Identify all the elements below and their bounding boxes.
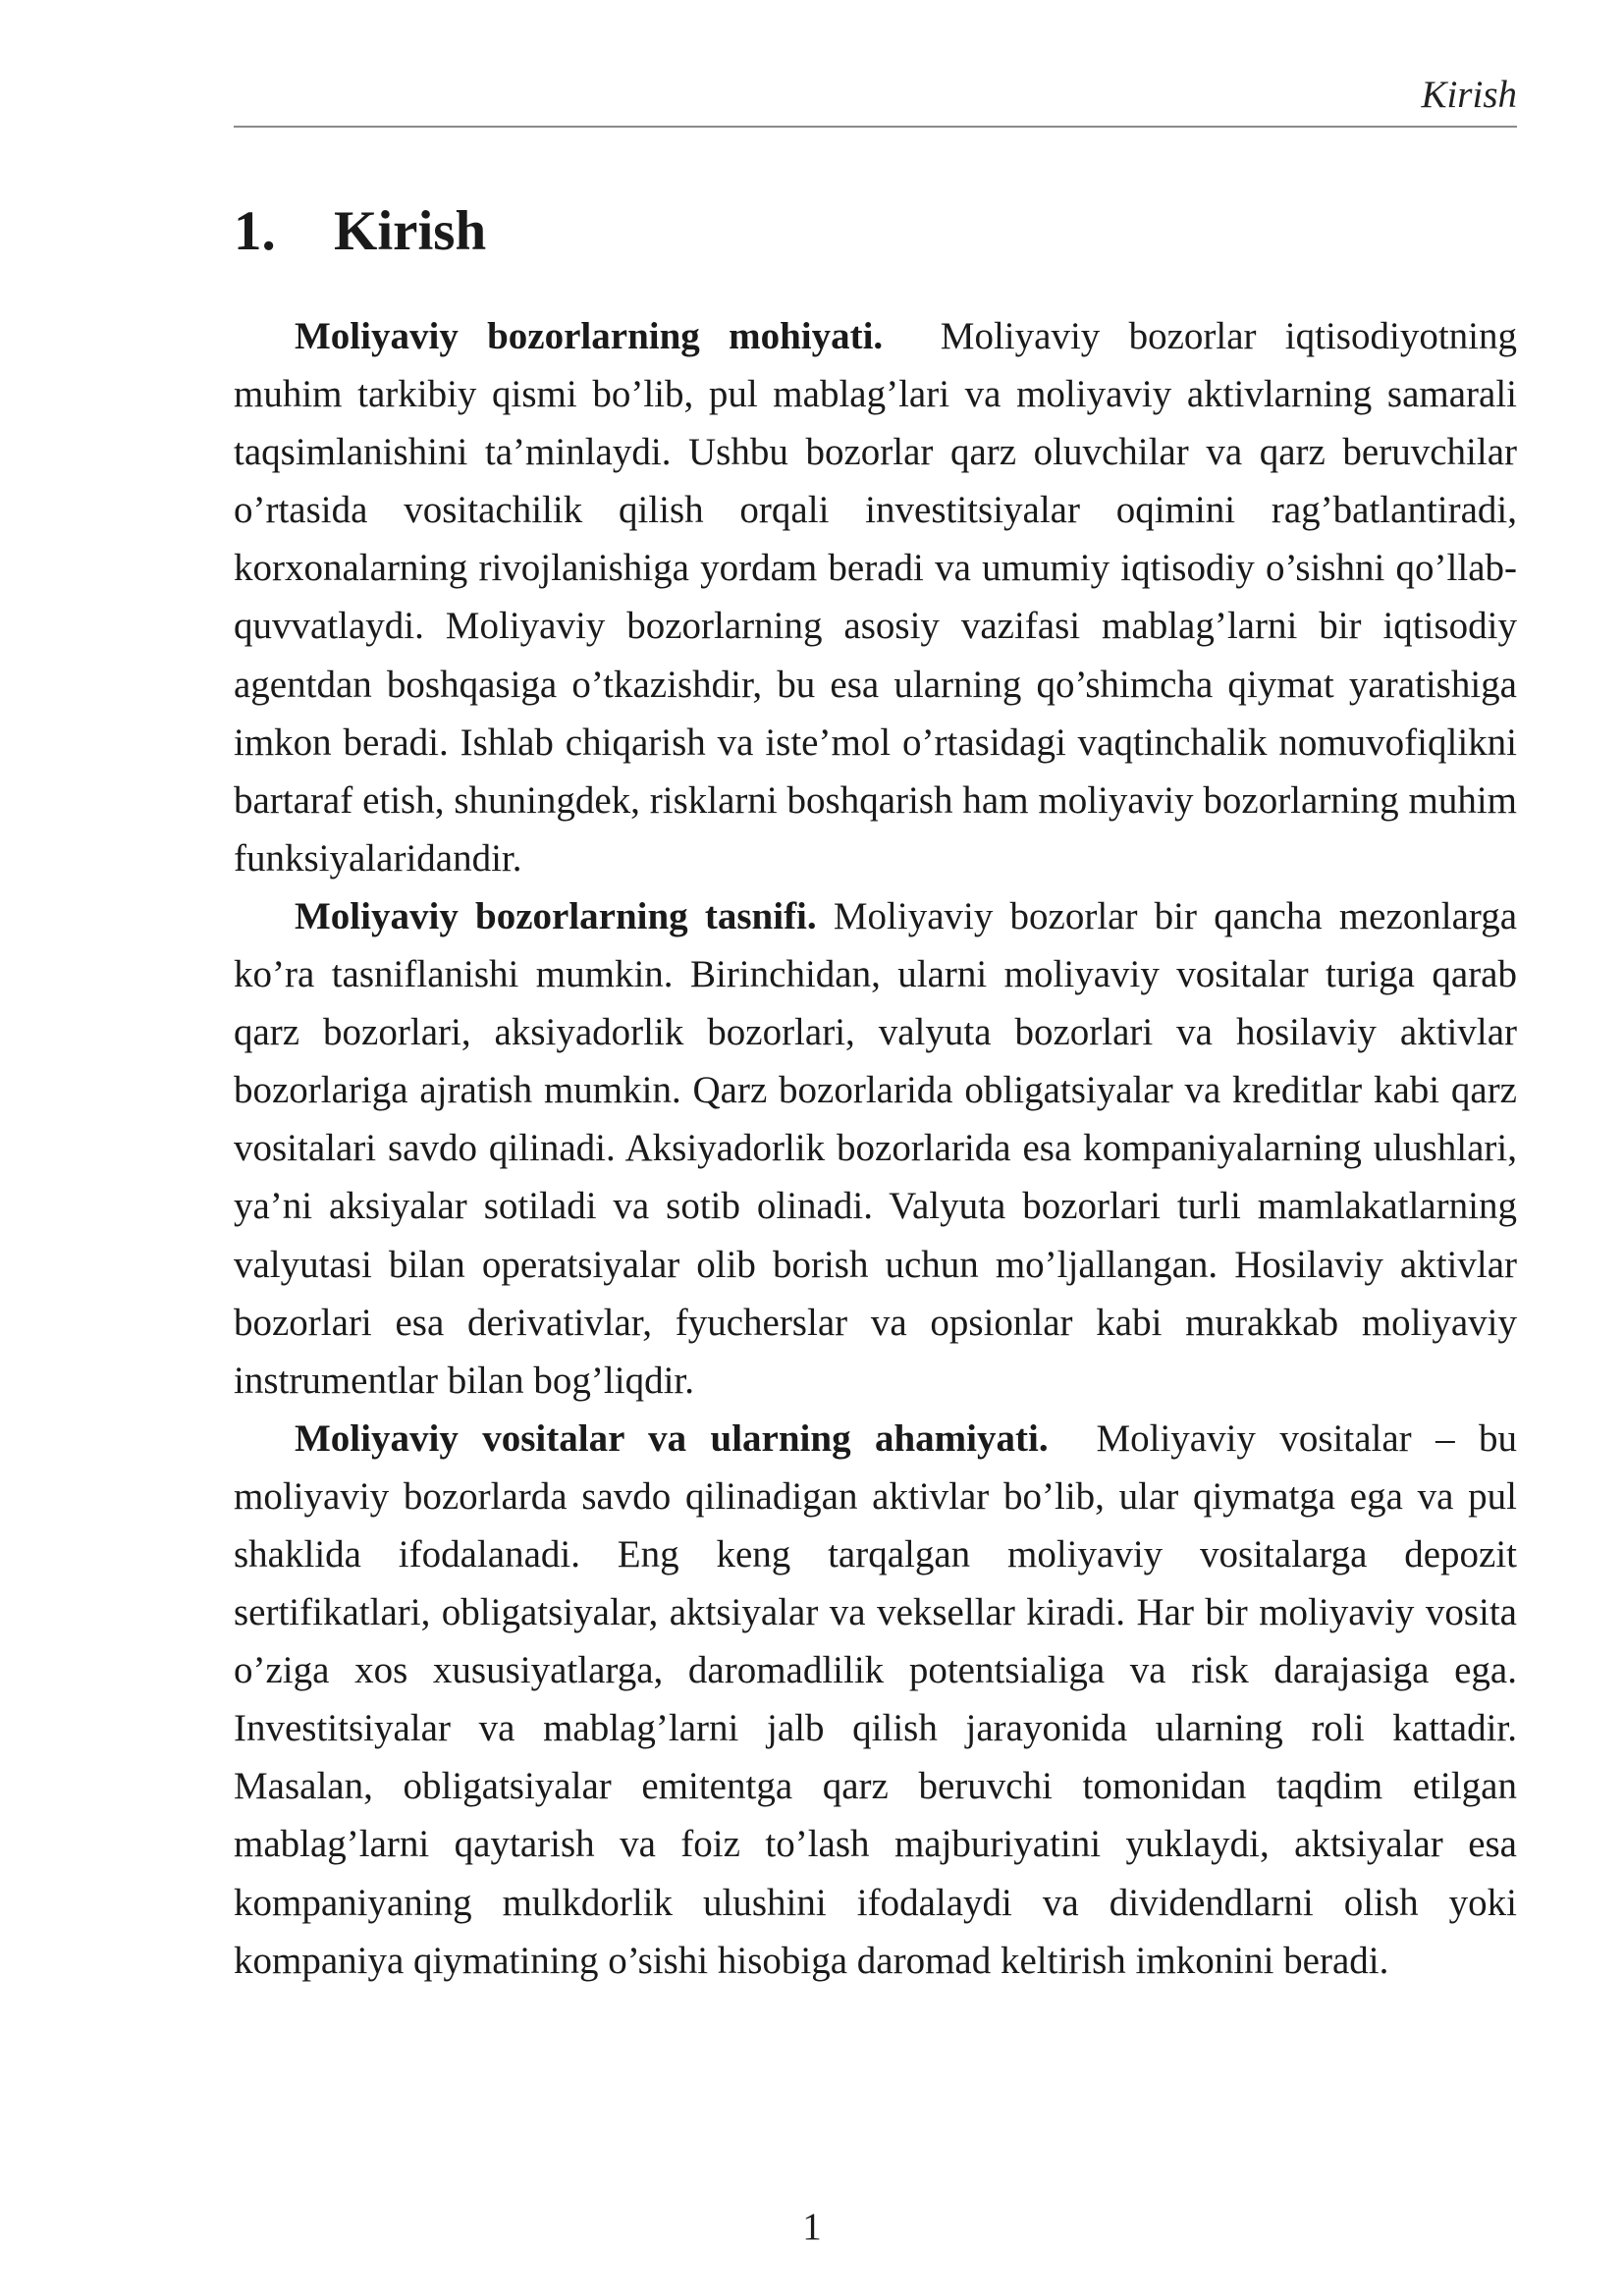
chapter-title: Kirish — [334, 200, 487, 262]
paragraph-lead: Moliyaviy bozorlarning tasnifi. — [295, 894, 817, 937]
paragraph-lead: Moliyaviy vositalar va ularning ahamiyati. — [295, 1416, 1049, 1460]
chapter-heading — [234, 196, 486, 267]
chapter-number: 1. — [234, 200, 276, 262]
paragraph-tasnifi — [234, 887, 1517, 1410]
paragraph-text: Moliyaviy bozorlar iqtisodiyotning muhim tarkibiy qismi bo’lib, pul mablag’lari va moliyaviy aktivlarning samarali taqsimlanishini ta’minlaydi. Ushbu bozorlar qarz oluvchilar va qarz beruvchilar o’rtasida vositachilik qilish orqali investitsiyalar oqimini rag’batlantiradi, korxonalarning rivojlanishiga yordam beradi va umumiy iqtisodiy o’sishni qo’llab-quvvatlaydi. Moliyaviy bozorlarning asosiy vazifasi mablag’larni bir iqtisodiy agentdan boshqasiga o’tkazishdir, bu esa ularning qo’shimcha qiymat yaratishiga imkon beradi. Ishlab chiqarish va iste’mol o’rtasidagi vaqtinchalik nomuvofiqlikni bartaraf etish, shuningdek, risklarni boshqarish ham moliyaviy bozorlarning muhim funksiyalaridandir. — [234, 315, 1517, 880]
page-number: 1 — [802, 2206, 822, 2248]
paragraph-lead: Moliyaviy bozorlarning mohiyati. — [295, 315, 884, 357]
running-header-title: Kirish — [1421, 74, 1517, 116]
paragraph-text: Moliyaviy vositalar – bu moliyaviy bozorlarda savdo qilinadigan aktivlar bo’lib, ular qiymatga ega va pul shaklida ifodalanadi. Eng keng tarqalgan moliyaviy vositalarga depozit sertifikatlari, obligatsiyalar, aktsiyalar va veksellar kiradi. Har bir moliyaviy vosita o’ziga xos xususiyatlarga, daromadlilik potentsialiga va risk darajasiga ega. Investitsiyalar va mablag’larni jalb qilish jarayonida ularning roli kattadir. Masalan, obligatsiyalar emitentga qarz beruvchi tomonidan taqdim etilgan mablag’larni qaytarish va foiz to’lash majburiyatini yuklaydi, aktsiyalar esa kompaniyaning mulkdorlik ulushini ifodalaydi va dividendlarni olish yoki kompaniya qiymatining o’sishi hisobiga daromad keltirish imkonini beradi. — [234, 1416, 1517, 1982]
body-text — [234, 307, 1517, 1990]
paragraph-ahamiyati — [234, 1410, 1517, 1990]
paragraph-text: Moliyaviy bozorlar bir qancha mezonlarga ko’ra tasniflanishi mumkin. Birinchidan, ularni moliyaviy vositalar turiga qarab qarz bozorlari, aksiyadorlik bozorlari, valyuta bozorlari va hosilaviy aktivlar bozorlariga ajratish mumkin. Qarz bozorlarida obligatsiyalar va kreditlar kabi qarz vositalari savdo qilinadi. Aksiyadorlik bozorlarida esa kompaniyalarning ulushlari, ya’ni aksiyalar sotiladi va sotib olinadi. Valyuta bozorlari turli mamlakatlarning valyutasi bilan operatsiyalar olib borish uchun mo’ljallangan. Hosilaviy aktivlar bozorlari esa derivativlar, fyucherslar va opsionlar kabi murakkab moliyaviy instrumentlar bilan bog’liqdir. — [234, 894, 1518, 1402]
running-header — [234, 71, 1517, 128]
paragraph-mohiyati — [234, 307, 1517, 887]
